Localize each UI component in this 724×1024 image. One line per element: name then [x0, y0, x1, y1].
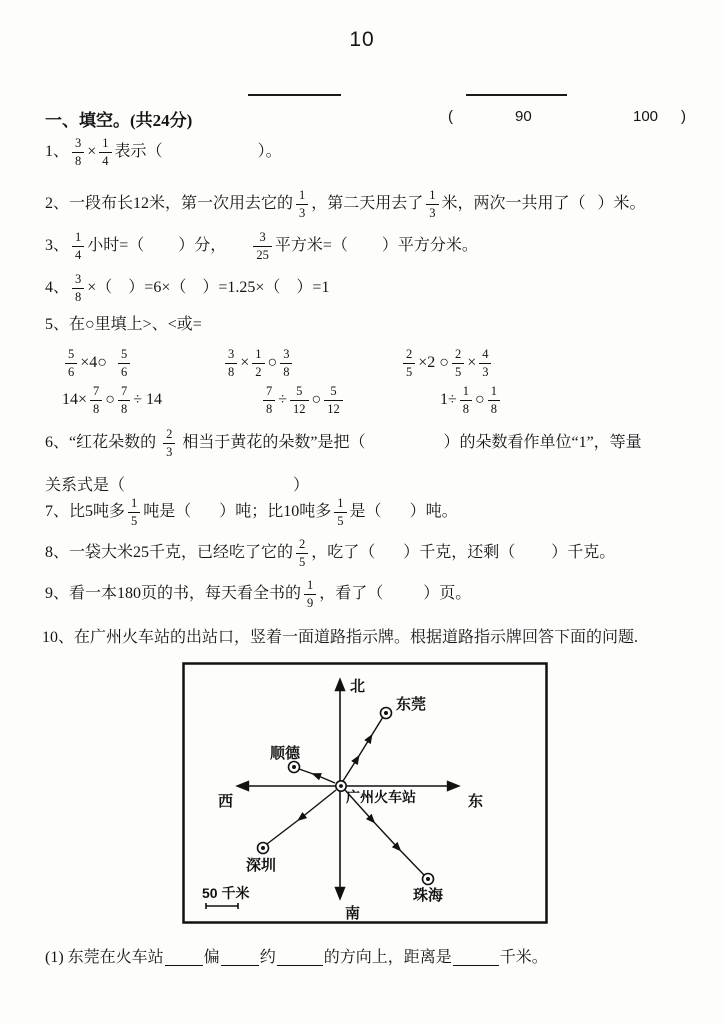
text-run: 米，两次一共用了（ [441, 195, 586, 213]
text-run: ）平方分米。 [381, 237, 478, 255]
header-blank-line-1 [248, 94, 341, 96]
question-10 [42, 626, 638, 650]
text-run: ） [293, 477, 310, 495]
spacer [382, 512, 410, 513]
text-run: ）=1.25×（ [202, 279, 281, 297]
fraction: $\frac{5}{12}$ [324, 385, 343, 415]
fraction: $\frac{3}{25}$ [253, 231, 272, 261]
fraction: $\frac{1}{9}$ [304, 579, 316, 609]
spacer [348, 246, 382, 247]
text-run: × [240, 354, 250, 372]
fraction: $\frac{1}{4}$ [72, 231, 84, 261]
spacer [365, 443, 443, 444]
text-run: ）的朵数看作单位“1”，等量 [443, 434, 642, 452]
fraction: $\frac{5}{6}$ [65, 348, 77, 378]
score-paren-open: ( [448, 108, 453, 125]
spacer [112, 288, 128, 289]
fraction: $\frac{3}{8}$ [72, 137, 84, 167]
route-shunde [299, 769, 335, 783]
fraction: $\frac{1}{8}$ [460, 385, 472, 415]
spacer [107, 363, 115, 364]
text-run: ○ [105, 391, 115, 409]
compass-east-label: 东 [468, 793, 484, 810]
text-run: ）=6×（ [128, 279, 187, 297]
score-value-2: 100 [633, 108, 659, 125]
city-marker-dongguan [381, 708, 392, 719]
city-marker-zhuhai [423, 874, 434, 885]
scale-bar [206, 903, 238, 909]
answer-blank [165, 950, 203, 966]
text-run: 3、 [45, 237, 70, 255]
fraction: $\frac{3}{8}$ [225, 348, 237, 378]
question-4 [45, 270, 329, 306]
text-run: 关系式是（ [45, 477, 126, 495]
city-marker-shunde [289, 762, 300, 773]
fraction: $\frac{1}{2}$ [252, 348, 264, 378]
text-run: 10、在广州火车站的出站口，竖着一面道路指示牌。根据道路指示牌回答下面的问题. [42, 629, 639, 647]
station-marker-dot [339, 784, 343, 788]
text-run: 约 [259, 949, 276, 967]
question-5-row1-col3 [400, 345, 494, 381]
text-run: ）千克。 [551, 544, 616, 562]
fraction: $\frac{3}{8}$ [72, 273, 84, 303]
spacer [163, 152, 258, 153]
text-run: 8、一袋大米25千克，已经吃了它的 [45, 544, 294, 562]
text-run: ）=1 [296, 279, 330, 297]
road-sign-diagram [182, 662, 548, 924]
spacer [586, 204, 598, 205]
fraction: $\frac{2}{5}$ [403, 348, 415, 378]
city-label-shunde: 顺德 [270, 745, 301, 762]
text-run: 9、看一本180页的书，每天看全书的 [45, 585, 302, 603]
section-title: 一、填空。(共24分) [45, 111, 193, 130]
text-run: ○ [267, 354, 278, 372]
fraction: $\frac{1}{5}$ [128, 497, 140, 527]
spacer [186, 288, 202, 289]
text-run: ×4○ [80, 354, 107, 372]
question-9 [45, 576, 471, 612]
text-run: × [467, 354, 477, 372]
fraction: $\frac{4}{3}$ [479, 348, 491, 378]
score-value-1: 90 [515, 108, 532, 125]
text-run: 表示（ [114, 143, 163, 161]
city-marker-shenzhen [258, 843, 269, 854]
fraction: $\frac{3}{8}$ [280, 348, 292, 378]
text-run: 平方米=（ [274, 237, 348, 255]
text-run: ○ [475, 391, 485, 409]
text-run: 1、 [45, 143, 70, 161]
text-run: ）米。 [597, 195, 646, 213]
fraction: $\frac{7}{8}$ [90, 385, 102, 415]
spacer [515, 553, 551, 554]
question-5-row1-col1 [62, 345, 133, 381]
text-run: 小时=（ [87, 237, 145, 255]
compass-north-label: 北 [350, 678, 366, 695]
text-run: ，第二天用去了 [311, 195, 424, 213]
question-5-header [45, 313, 202, 337]
spacer [191, 512, 219, 513]
fraction: $\frac{5}{6}$ [118, 348, 130, 378]
text-run: 是（ [349, 503, 382, 521]
question-2 [45, 186, 646, 222]
question-5-row2-col3 [440, 382, 503, 418]
text-run: 偏 [203, 949, 220, 967]
text-run: 6、“红花朵数的 [45, 434, 157, 452]
route-dongguan [343, 717, 383, 781]
question-3 [45, 228, 478, 264]
scale-label: 50 千米 [202, 885, 250, 901]
compass-west-label: 西 [218, 793, 234, 810]
text-run: ，看了（ [319, 585, 384, 603]
fraction: $\frac{1}{5}$ [334, 497, 346, 527]
fraction: $\frac{1}{4}$ [99, 137, 111, 167]
route-shenzhen [267, 790, 336, 844]
spacer [280, 288, 296, 289]
spacer [226, 246, 250, 247]
answer-blank [453, 950, 499, 966]
question-1 [45, 134, 282, 170]
text-run: ÷ 14 [133, 391, 162, 409]
fraction: $\frac{1}{8}$ [488, 385, 500, 415]
question-5-row2-col1 [62, 382, 162, 418]
fraction: $\frac{2}{3}$ [163, 428, 175, 458]
text-run: ，吃了（ [311, 544, 376, 562]
text-run: ○ [311, 391, 322, 409]
text-run: 5、在○里填上>、<或= [45, 316, 202, 334]
text-run: 14× [62, 391, 88, 409]
text-run: ）吨；比10吨多 [219, 503, 332, 521]
text-run: 的方向上，距离是 [323, 949, 452, 967]
text-run: ）千克，还剩（ [403, 544, 516, 562]
text-run: 千米。 [499, 949, 548, 967]
header-blank-line-2 [466, 94, 567, 96]
text-run: ×（ [87, 279, 113, 297]
text-run: ）吨。 [409, 503, 458, 521]
answer-blank [221, 950, 259, 966]
text-run: ×2 ○ [418, 354, 449, 372]
text-run: 7、比5吨多 [45, 503, 126, 521]
text-run: 吨是（ [143, 503, 192, 521]
spacer [375, 553, 403, 554]
question-7 [45, 494, 458, 530]
compass-south-label: 南 [345, 905, 361, 922]
question-8 [45, 535, 615, 571]
fraction: $\frac{5}{12}$ [290, 385, 309, 415]
city-label-zhuhai: 珠海 [413, 887, 444, 904]
station-label: 广州火车站 [346, 789, 416, 805]
question-5-row1-col2 [222, 345, 295, 381]
spacer [144, 246, 178, 247]
page-number: 10 [349, 28, 375, 51]
text-run: ）页。 [423, 585, 472, 603]
spacer [125, 486, 293, 487]
text-run: 1÷ [440, 391, 457, 409]
text-run: 相当于黄花的朵数”是把（ [182, 434, 366, 452]
answer-blank [277, 950, 323, 966]
diagram-svg [182, 662, 548, 924]
sub-question-1 [45, 946, 548, 970]
fraction: $\frac{1}{3}$ [426, 189, 438, 219]
text-run: × [87, 143, 97, 161]
text-run: ÷ [278, 391, 288, 409]
text-run: ）。 [257, 143, 282, 161]
city-label-shenzhen: 深圳 [246, 857, 277, 874]
text-run: 2、一段布长12米，第一次用去它的 [45, 195, 294, 213]
fraction: $\frac{7}{8}$ [263, 385, 275, 415]
spacer [156, 443, 160, 444]
city-label-dongguan: 东莞 [396, 696, 427, 713]
spacer [383, 594, 423, 595]
fraction: $\frac{1}{3}$ [296, 189, 308, 219]
fraction: $\frac{2}{5}$ [452, 348, 464, 378]
question-5-row2-col2 [260, 382, 346, 418]
text-run: ）分， [178, 237, 227, 255]
text-run: (1) 东莞在火车站 [45, 949, 164, 967]
question-6-line1 [45, 425, 642, 461]
text-run: 4、 [45, 279, 70, 297]
score-paren-close: ) [681, 108, 686, 125]
fraction: $\frac{2}{5}$ [296, 538, 308, 568]
fraction: $\frac{7}{8}$ [118, 385, 130, 415]
